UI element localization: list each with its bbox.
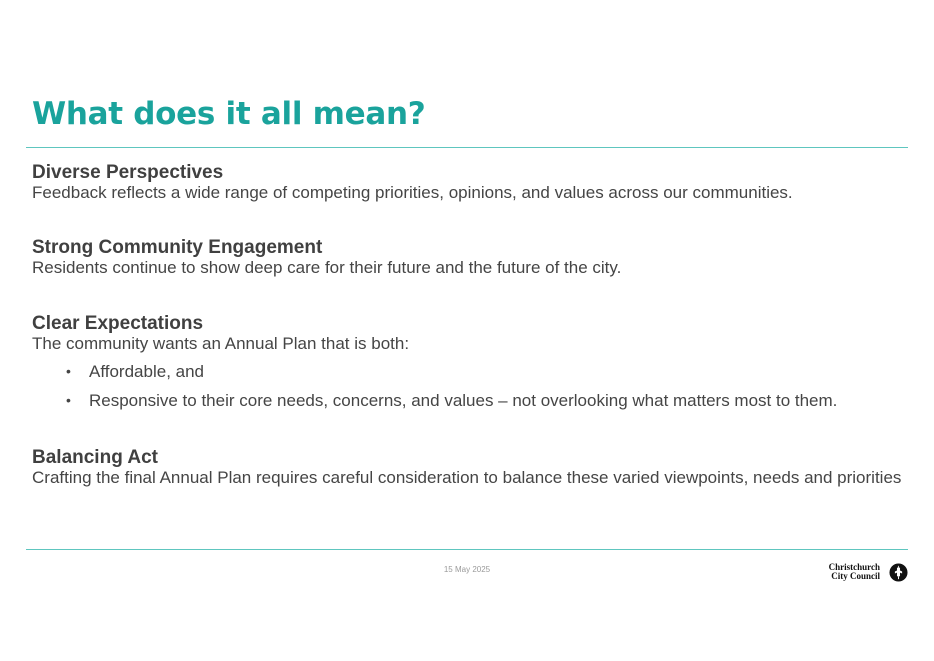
logo-line-2: City Council (831, 571, 880, 581)
section-body: Feedback reflects a wide range of competing priorities, opinions, and values across our communities. (32, 183, 793, 202)
section-heading: Strong Community Engagement (32, 237, 323, 258)
section-strong-community-engagement (32, 237, 912, 277)
title-divider (26, 147, 908, 148)
expectations-bullet-list (32, 362, 912, 420)
footer-divider (26, 549, 908, 550)
section-balancing-act (32, 447, 912, 487)
section-clear-expectations (32, 313, 912, 353)
council-logo (818, 563, 908, 583)
section-body: Residents continue to show deep care for their future and the future of the city. (32, 258, 622, 277)
bullet-item (32, 391, 912, 420)
section-heading: Clear Expectations (32, 313, 204, 334)
bullet-text: Affordable, and (89, 362, 204, 381)
section-heading: Diverse Perspectives (32, 162, 224, 183)
bullet-item (32, 362, 912, 391)
section-diverse-perspectives (32, 162, 912, 202)
section-heading: Balancing Act (32, 447, 158, 468)
slide-title: What does it all mean? (32, 96, 426, 132)
cathedral-tree-icon (889, 563, 908, 582)
logo-wordmark (829, 563, 880, 581)
section-body: Crafting the final Annual Plan requires careful consideration to balance these varied viewpoints, needs and priorities (32, 468, 902, 487)
logo-line-1: Christchurch (828, 562, 880, 572)
footer-date: 15 May 2025 (443, 565, 491, 574)
section-body: The community wants an Annual Plan that is both: (32, 334, 410, 353)
bullet-text: Responsive to their core needs, concerns, and values – not overlooking what matters most to them. (89, 391, 838, 410)
bullet-icon: • (66, 392, 71, 408)
bullet-icon: • (66, 363, 71, 379)
